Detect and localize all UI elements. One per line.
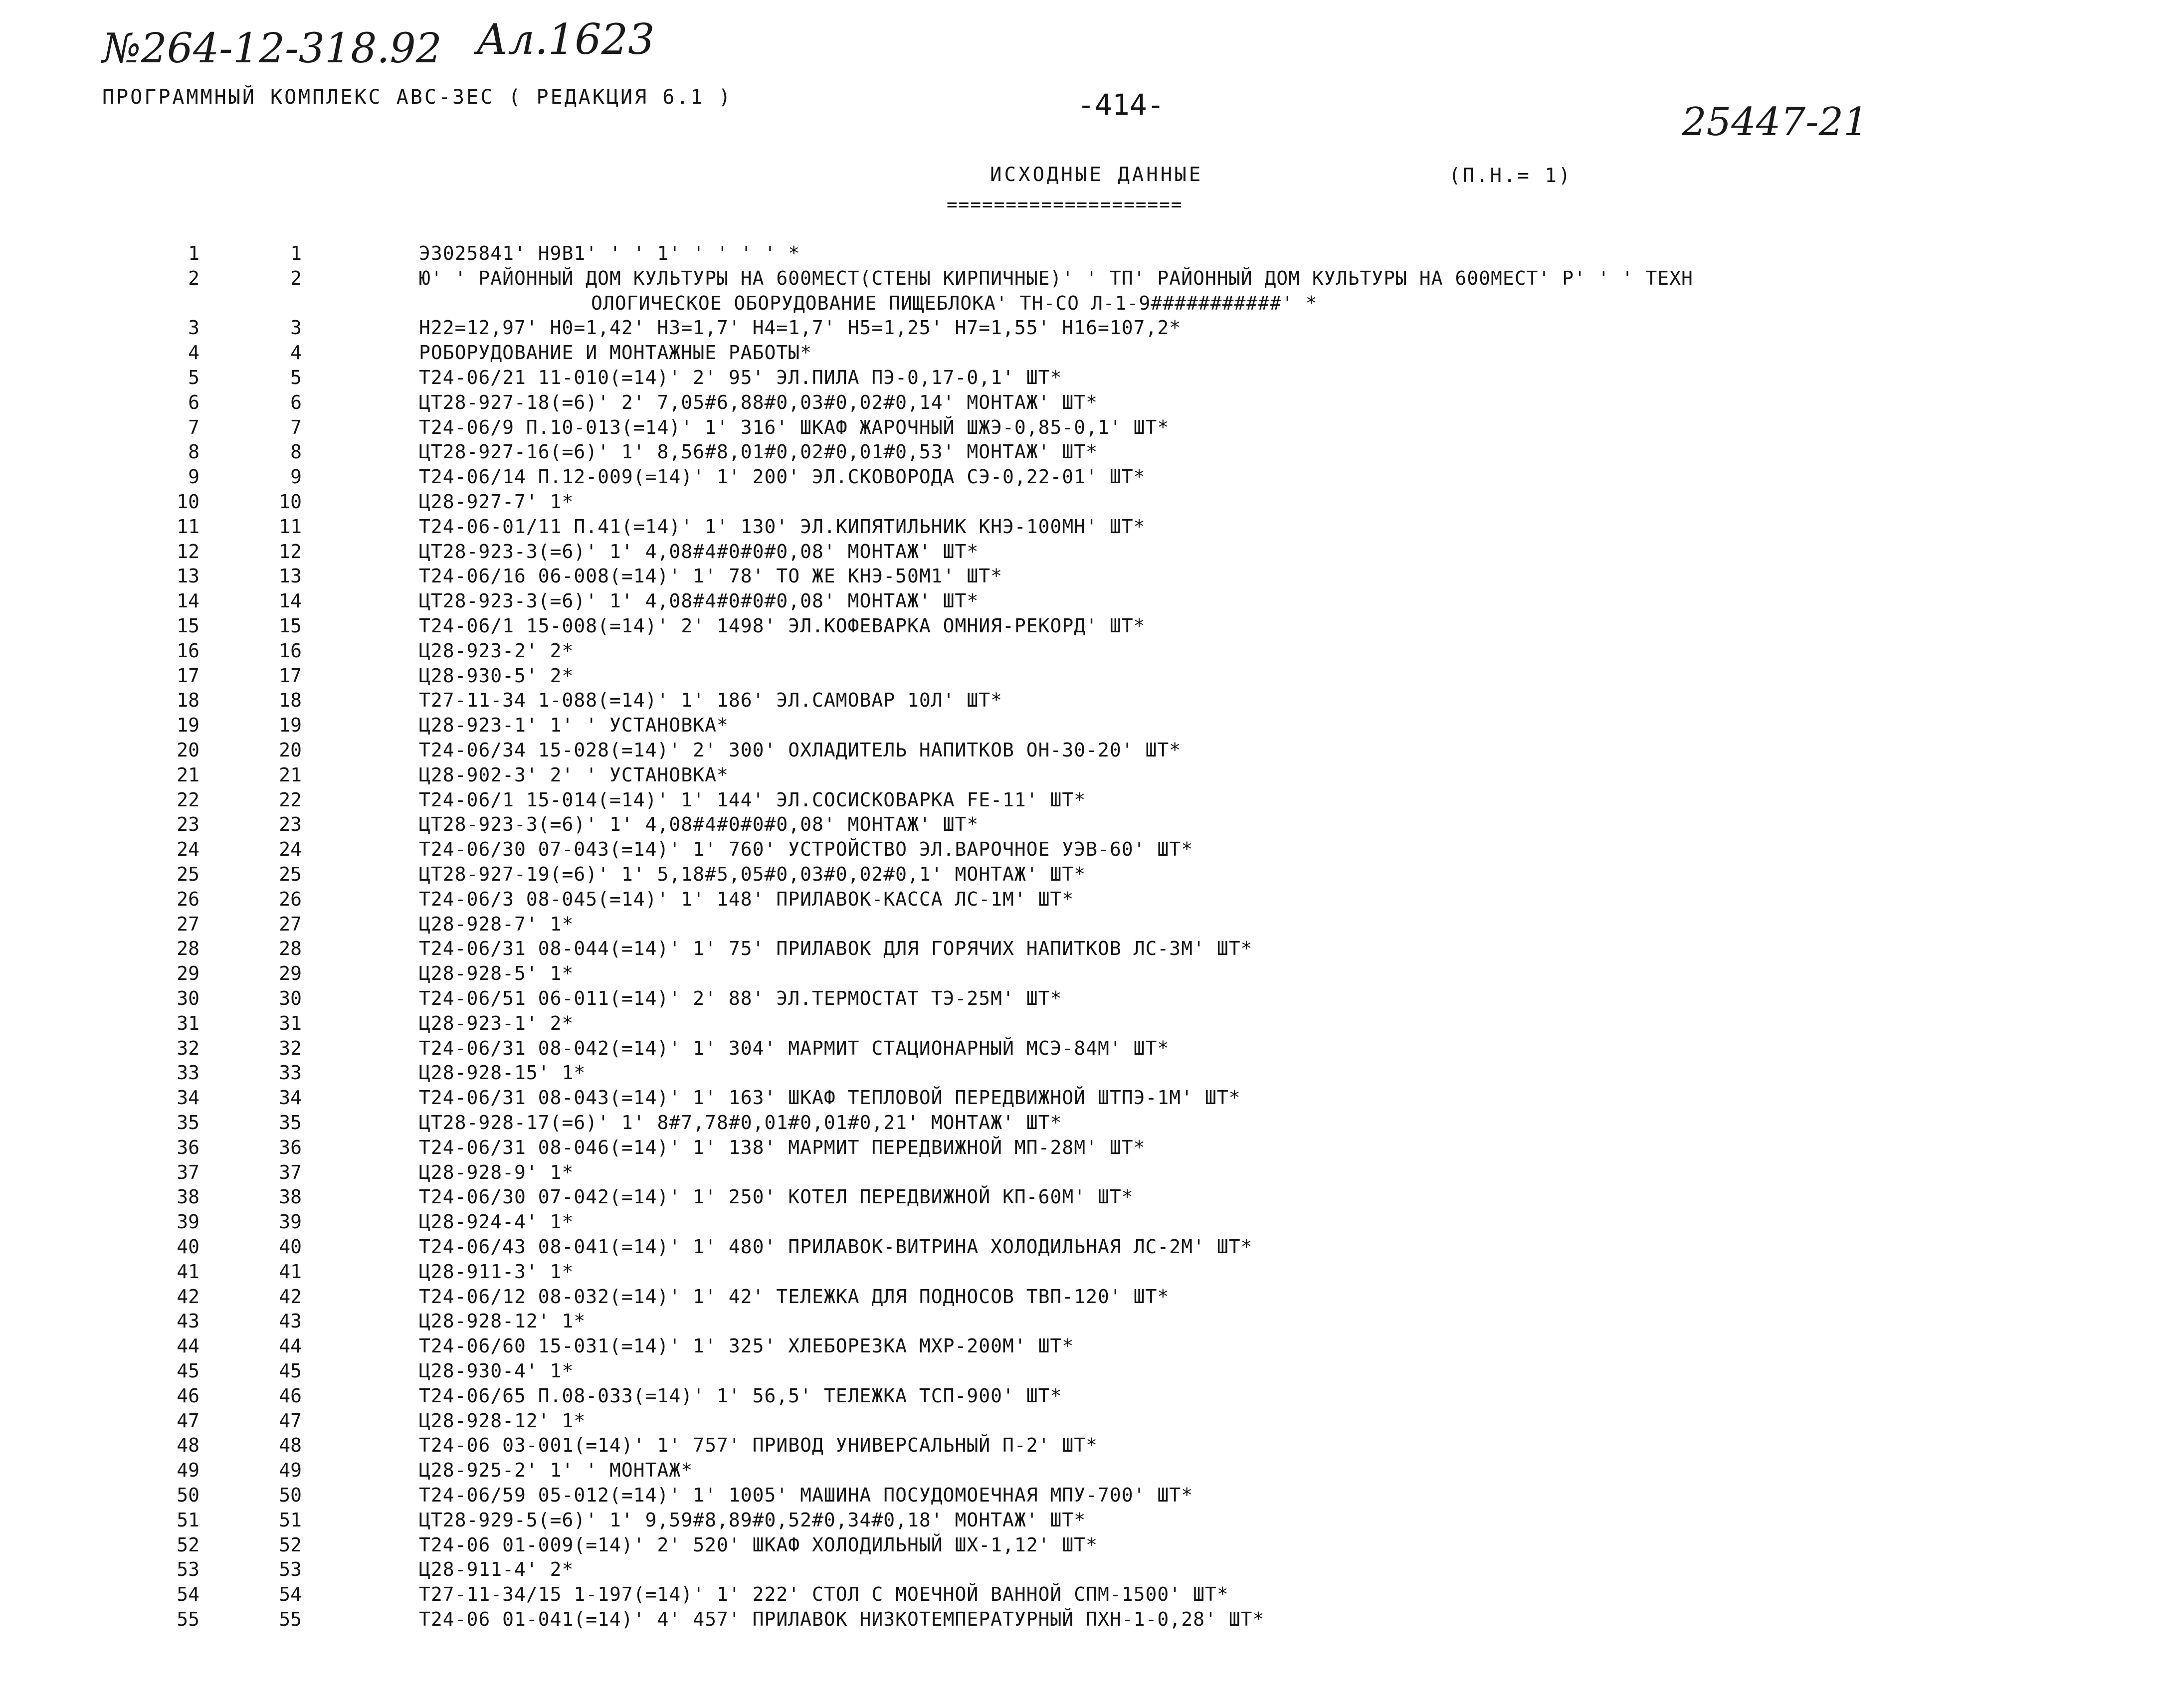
- listing-row: [0, 1112, 2179, 1137]
- record-number: 9: [290, 466, 302, 488]
- row-number: 11: [177, 516, 199, 538]
- record-number: 35: [279, 1112, 302, 1134]
- listing-row: [0, 962, 2179, 987]
- row-text: Ц28-911-3' 1*: [419, 1261, 574, 1283]
- row-text: Т24-06/1 15-008(=14)' 2' 1498' ЭЛ.КОФЕВАРКА ОМНИЯ-РЕКОРД' ШТ*: [419, 615, 1146, 637]
- row-text: ЦТ28-923-3(=6)' 1' 4,08#4#0#0#0,08' МОНТАЖ' ШТ*: [419, 541, 979, 563]
- listing-row: [0, 342, 2179, 367]
- row-text: Т24-06/21 11-010(=14)' 2' 95' ЭЛ.ПИЛА ПЭ-0,17-0,1' ШТ*: [419, 367, 1062, 388]
- listing-row: [0, 1211, 2179, 1236]
- listing-row-continuation: [0, 292, 2179, 317]
- listing-row: [0, 789, 2179, 814]
- record-number: 33: [279, 1062, 302, 1084]
- listing-row: [0, 1286, 2179, 1311]
- record-number: 44: [279, 1335, 302, 1357]
- row-number: 5: [188, 367, 199, 388]
- record-number: 54: [279, 1583, 302, 1605]
- listing-row: [0, 1459, 2179, 1484]
- record-number: 40: [279, 1236, 302, 1258]
- record-number: 32: [279, 1037, 302, 1059]
- record-number: 11: [279, 516, 302, 538]
- row-number: 21: [177, 764, 199, 786]
- section-page-tag: (П.Н.= 1): [1449, 165, 1573, 187]
- listing-row: [0, 987, 2179, 1012]
- row-number: 32: [177, 1037, 199, 1059]
- record-number: 36: [279, 1137, 302, 1158]
- row-number: 41: [177, 1261, 199, 1283]
- row-text: Т24-06/60 15-031(=14)' 1' 325' ХЛЕБОРЕЗКА МХР-200М' ШТ*: [419, 1335, 1074, 1357]
- row-number: 17: [177, 665, 199, 687]
- row-number: 12: [177, 541, 199, 563]
- row-text: РОБОРУДОВАНИЕ И МОНТАЖНЫЕ РАБОТЫ*: [419, 342, 812, 364]
- row-text: Ц28-923-1' 2*: [419, 1012, 574, 1034]
- row-text: ЦТ28-927-18(=6)' 2' 7,05#6,88#0,03#0,02#0,14' МОНТАЖ' ШТ*: [419, 391, 1098, 413]
- row-number: 22: [177, 789, 199, 811]
- listing-row: [0, 689, 2179, 714]
- listing-row: [0, 1484, 2179, 1509]
- listing-row: [0, 1186, 2179, 1211]
- record-number: 51: [279, 1509, 302, 1531]
- row-number: 6: [188, 391, 199, 413]
- record-number: 30: [279, 987, 302, 1009]
- row-text: Ц28-928-5' 1*: [419, 962, 574, 984]
- record-number: 2: [290, 267, 302, 289]
- row-text: Т24-06/12 08-032(=14)' 1' 42' ТЕЛЕЖКА ДЛЯ ПОДНОСОВ ТВП-120' ШТ*: [419, 1286, 1170, 1308]
- listing-row: [0, 441, 2179, 466]
- listing-row: [0, 1534, 2179, 1559]
- row-text: Ц28-924-4' 1*: [419, 1211, 574, 1233]
- row-number: 40: [177, 1236, 199, 1258]
- row-number: 31: [177, 1012, 199, 1034]
- row-text: Ц28-928-12' 1*: [419, 1310, 586, 1332]
- listing-row: [0, 739, 2179, 764]
- row-number: 27: [177, 913, 199, 935]
- record-number: 38: [279, 1186, 302, 1208]
- row-number: 16: [177, 640, 199, 662]
- listing-row: [0, 1161, 2179, 1186]
- listing-row: [0, 913, 2179, 938]
- row-number: 49: [177, 1459, 199, 1481]
- row-text: Т24-06/31 08-042(=14)' 1' 304' МАРМИТ СТАЦИОНАРНЫЙ МСЭ-84М' ШТ*: [419, 1037, 1170, 1059]
- row-text: Т24-06/65 П.08-033(=14)' 1' 56,5' ТЕЛЕЖКА ТСП-900' ШТ*: [419, 1385, 1062, 1407]
- row-text: Т24-06/59 05-012(=14)' 1' 1005' МАШИНА ПОСУДОМОЕЧНАЯ МПУ-700' ШТ*: [419, 1484, 1193, 1506]
- row-text: Т24-06/51 06-011(=14)' 2' 88' ЭЛ.ТЕРМОСТАТ ТЭ-25М' ШТ*: [419, 987, 1062, 1009]
- listing-row: [0, 491, 2179, 516]
- row-number: 2: [188, 267, 199, 289]
- row-text: Т27-11-34/15 1-197(=14)' 1' 222' СТОЛ С МОЕЧНОЙ ВАННОЙ СПМ-1500' ШТ*: [419, 1583, 1229, 1605]
- section-title-underline: ====================: [947, 194, 1183, 215]
- section-title: ИСХОДНЫЕ ДАННЫЕ: [990, 164, 1203, 186]
- record-number: 50: [279, 1484, 302, 1506]
- record-number: 5: [290, 367, 302, 388]
- row-number: 26: [177, 888, 199, 910]
- row-text: Ц28-928-15' 1*: [419, 1062, 586, 1084]
- row-number: 3: [188, 317, 199, 339]
- row-text: Т24-06/30 07-042(=14)' 1' 250' КОТЕЛ ПЕРЕДВИЖНОЙ КП-60М' ШТ*: [419, 1186, 1134, 1208]
- record-number: 8: [290, 441, 302, 463]
- listing-row: [0, 1087, 2179, 1112]
- handwritten-document-number: №264-12-318.92: [102, 25, 442, 72]
- record-number: 29: [279, 962, 302, 984]
- row-number: 54: [177, 1583, 199, 1605]
- record-number: 46: [279, 1385, 302, 1407]
- listing-row: [0, 367, 2179, 391]
- listing-row: [0, 590, 2179, 615]
- record-number: 1: [290, 242, 302, 264]
- row-number: 20: [177, 739, 199, 761]
- row-number: 29: [177, 962, 199, 984]
- row-number: 35: [177, 1112, 199, 1134]
- row-text: Ю' ' РАЙОННЫЙ ДОМ КУЛЬТУРЫ НА 600МЕСТ(СТЕНЫ КИРПИЧНЫЕ)' ' ТП' РАЙОННЫЙ ДОМ КУЛЬТУРЫ НА 600МЕСТ' Р' ' ' ТЕХН: [419, 267, 1693, 289]
- row-number: 28: [177, 938, 199, 959]
- row-text: Т24-06/16 06-008(=14)' 1' 78' ТО ЖЕ КНЭ-50М1' ШТ*: [419, 565, 1003, 587]
- row-number: 24: [177, 838, 199, 860]
- row-text: Ц28-928-7' 1*: [419, 913, 574, 935]
- row-number: 43: [177, 1310, 199, 1332]
- row-text: Ц28-928-12' 1*: [419, 1410, 586, 1432]
- listing-row: [0, 541, 2179, 566]
- row-number: 15: [177, 615, 199, 637]
- row-text: Ц28-930-4' 1*: [419, 1360, 574, 1382]
- record-number: 26: [279, 888, 302, 910]
- record-number: 6: [290, 391, 302, 413]
- row-number: 23: [177, 813, 199, 835]
- row-number: 42: [177, 1286, 199, 1308]
- row-number: 18: [177, 689, 199, 711]
- row-number: 39: [177, 1211, 199, 1233]
- row-text: ЦТ28-928-17(=6)' 1' 8#7,78#0,01#0,01#0,21' МОНТАЖ' ШТ*: [419, 1112, 1062, 1134]
- listing-row: [0, 1558, 2179, 1583]
- listing-row: [0, 813, 2179, 838]
- page-number: -414-: [1077, 88, 1165, 122]
- listing-row: [0, 838, 2179, 863]
- record-number: 47: [279, 1410, 302, 1432]
- row-number: 53: [177, 1558, 199, 1580]
- record-number: 42: [279, 1286, 302, 1308]
- row-text: Т27-11-34 1-088(=14)' 1' 186' ЭЛ.САМОВАР 10Л' ШТ*: [419, 689, 1003, 711]
- row-number: 48: [177, 1434, 199, 1456]
- row-text-continuation: ОЛОГИЧЕСКОЕ ОБОРУДОВАНИЕ ПИЩЕБЛОКА' ТН-СО Л-1-9###########' *: [591, 292, 1318, 314]
- listing-row: [0, 1385, 2179, 1410]
- row-text: Ц28-927-7' 1*: [419, 491, 574, 513]
- listing-row: [0, 888, 2179, 913]
- row-text: ЦТ28-923-3(=6)' 1' 4,08#4#0#0#0,08' МОНТАЖ' ШТ*: [419, 813, 979, 835]
- row-text: Т24-06/31 08-046(=14)' 1' 138' МАРМИТ ПЕРЕДВИЖНОЙ МП-28М' ШТ*: [419, 1137, 1146, 1158]
- record-number: 43: [279, 1310, 302, 1332]
- listing-row: [0, 1434, 2179, 1459]
- row-number: 9: [188, 466, 199, 488]
- row-number: 10: [177, 491, 199, 513]
- listing-row: [0, 863, 2179, 888]
- listing-row: [0, 416, 2179, 441]
- row-text: Ц28-930-5' 2*: [419, 665, 574, 687]
- listing-row: [0, 1137, 2179, 1161]
- row-text: Т24-06 03-001(=14)' 1' 757' ПРИВОД УНИВЕРСАЛЬНЫЙ П-2' ШТ*: [419, 1434, 1098, 1456]
- record-number: 18: [279, 689, 302, 711]
- row-number: 25: [177, 863, 199, 885]
- record-number: 22: [279, 789, 302, 811]
- listing-row: [0, 665, 2179, 690]
- row-number: 36: [177, 1137, 199, 1158]
- row-text: Ц28-911-4' 2*: [419, 1558, 574, 1580]
- listing-row: [0, 565, 2179, 590]
- row-number: 45: [177, 1360, 199, 1382]
- listing-row: [0, 1360, 2179, 1385]
- listing-row: [0, 1261, 2179, 1286]
- listing-row: [0, 1310, 2179, 1335]
- row-text: ЦТ28-927-16(=6)' 1' 8,56#8,01#0,02#0,01#0,53' МОНТАЖ' ШТ*: [419, 441, 1098, 463]
- row-number: 8: [188, 441, 199, 463]
- row-text: Н22=12,97' Н0=1,42' Н3=1,7' Н4=1,7' Н5=1,25' Н7=1,55' Н16=107,2*: [419, 317, 1182, 339]
- record-number: 25: [279, 863, 302, 885]
- record-number: 37: [279, 1161, 302, 1183]
- listing-row: [0, 1037, 2179, 1062]
- row-number: 7: [188, 416, 199, 438]
- record-number: 17: [279, 665, 302, 687]
- listing-row: [0, 640, 2179, 665]
- listing-row: [0, 242, 2179, 267]
- row-text: Т24-06/1 15-014(=14)' 1' 144' ЭЛ.СОСИСКОВАРКА FE-11' ШТ*: [419, 789, 1086, 811]
- row-text: Т24-06/30 07-043(=14)' 1' 760' УСТРОЙСТВО ЭЛ.ВАРОЧНОЕ УЭВ-60' ШТ*: [419, 838, 1193, 860]
- row-text: Т24-06 01-009(=14)' 2' 520' ШКАФ ХОЛОДИЛЬНЫЙ ШХ-1,12' ШТ*: [419, 1534, 1098, 1556]
- row-number: 33: [177, 1062, 199, 1084]
- row-number: 14: [177, 590, 199, 612]
- listing-row: [0, 1335, 2179, 1360]
- row-text: Т24-06-01/11 П.41(=14)' 1' 130' ЭЛ.КИПЯТИЛЬНИК КНЭ-100МН' ШТ*: [419, 516, 1146, 538]
- record-number: 13: [279, 565, 302, 587]
- listing-row: [0, 938, 2179, 962]
- row-text: Т24-06/31 08-044(=14)' 1' 75' ПРИЛАВОК ДЛЯ ГОРЯЧИХ НАПИТКОВ ЛС-3М' ШТ*: [419, 938, 1253, 959]
- listing-row: [0, 764, 2179, 789]
- record-number: 48: [279, 1434, 302, 1456]
- record-number: 27: [279, 913, 302, 935]
- record-number: 23: [279, 813, 302, 835]
- listing-row: [0, 516, 2179, 541]
- record-number: 16: [279, 640, 302, 662]
- record-number: 49: [279, 1459, 302, 1481]
- row-text: ЦТ28-923-3(=6)' 1' 4,08#4#0#0#0,08' МОНТАЖ' ШТ*: [419, 590, 979, 612]
- row-text: Ц28-925-2' 1' ' МОНТАЖ*: [419, 1459, 693, 1481]
- record-number: 15: [279, 615, 302, 637]
- handwritten-inventory-number: 25447-21: [1682, 100, 1868, 145]
- handwritten-sheet-note: Ал.1623: [476, 15, 655, 64]
- row-number: 50: [177, 1484, 199, 1506]
- row-text: Ц28-928-9' 1*: [419, 1161, 574, 1183]
- row-text: Т24-06/34 15-028(=14)' 2' 300' ОХЛАДИТЕЛЬ НАПИТКОВ ОН-30-20' ШТ*: [419, 739, 1182, 761]
- row-text: Т24-06/31 08-043(=14)' 1' 163' ШКАФ ТЕПЛОВОЙ ПЕРЕДВИЖНОЙ ШТПЭ-1М' ШТ*: [419, 1087, 1241, 1109]
- listing-row: [0, 1608, 2179, 1633]
- row-number: 1: [188, 242, 199, 264]
- row-text: Т24-06/9 П.10-013(=14)' 1' 316' ШКАФ ЖАРОЧНЫЙ ШЖЭ-0,85-0,1' ШТ*: [419, 416, 1170, 438]
- listing-row: [0, 1410, 2179, 1435]
- record-number: 28: [279, 938, 302, 959]
- row-text: Э3025841' Н9В1' ' ' 1' ' ' ' ' *: [419, 242, 800, 264]
- record-number: 52: [279, 1534, 302, 1556]
- row-number: 4: [188, 342, 199, 364]
- row-text: Т24-06/3 08-045(=14)' 1' 148' ПРИЛАВОК-КАССА ЛС-1М' ШТ*: [419, 888, 1074, 910]
- row-number: 51: [177, 1509, 199, 1531]
- row-number: 19: [177, 714, 199, 736]
- listing-row: [0, 714, 2179, 739]
- row-text: Т24-06/43 08-041(=14)' 1' 480' ПРИЛАВОК-ВИТРИНА ХОЛОДИЛЬНАЯ ЛС-2М' ШТ*: [419, 1236, 1253, 1258]
- row-number: 13: [177, 565, 199, 587]
- record-number: 53: [279, 1558, 302, 1580]
- listing-row: [0, 1062, 2179, 1087]
- record-number: 4: [290, 342, 302, 364]
- row-number: 37: [177, 1161, 199, 1183]
- record-number: 45: [279, 1360, 302, 1382]
- program-header: ПРОГРАММНЫЙ КОМПЛЕКС АВС-ЗЕС ( РЕДАКЦИЯ 6.1 ): [102, 86, 733, 109]
- row-text: ЦТ28-927-19(=6)' 1' 5,18#5,05#0,03#0,02#0,1' МОНТАЖ' ШТ*: [419, 863, 1086, 885]
- row-number: 55: [177, 1608, 199, 1630]
- record-number: 55: [279, 1608, 302, 1630]
- row-text: Ц28-923-2' 2*: [419, 640, 574, 662]
- listing-row: [0, 615, 2179, 640]
- listing-row: [0, 391, 2179, 416]
- record-number: 10: [279, 491, 302, 513]
- record-number: 12: [279, 541, 302, 563]
- listing-row: [0, 1236, 2179, 1261]
- row-number: 38: [177, 1186, 199, 1208]
- listing-row: [0, 1583, 2179, 1608]
- row-number: 52: [177, 1534, 199, 1556]
- record-number: 31: [279, 1012, 302, 1034]
- record-number: 41: [279, 1261, 302, 1283]
- row-text: Ц28-902-3' 2' ' УСТАНОВКА*: [419, 764, 729, 786]
- record-number: 34: [279, 1087, 302, 1109]
- record-number: 24: [279, 838, 302, 860]
- listing-row: [0, 466, 2179, 491]
- row-text: ЦТ28-929-5(=6)' 1' 9,59#8,89#0,52#0,34#0,18' МОНТАЖ' ШТ*: [419, 1509, 1086, 1531]
- row-text: Ц28-923-1' 1' ' УСТАНОВКА*: [419, 714, 729, 736]
- record-number: 39: [279, 1211, 302, 1233]
- record-number: 21: [279, 764, 302, 786]
- record-number: 3: [290, 317, 302, 339]
- listing-row: [0, 1509, 2179, 1534]
- record-number: 14: [279, 590, 302, 612]
- row-number: 46: [177, 1385, 199, 1407]
- row-number: 47: [177, 1410, 199, 1432]
- row-number: 44: [177, 1335, 199, 1357]
- record-number: 20: [279, 739, 302, 761]
- record-number: 19: [279, 714, 302, 736]
- row-number: 34: [177, 1087, 199, 1109]
- record-number: 7: [290, 416, 302, 438]
- listing-row: [0, 1012, 2179, 1037]
- listing-row: [0, 267, 2179, 292]
- row-number: 30: [177, 987, 199, 1009]
- listing-row: [0, 317, 2179, 342]
- row-text: Т24-06 01-041(=14)' 4' 457' ПРИЛАВОК НИЗКОТЕМПЕРАТУРНЫЙ ПХН-1-0,28' ШТ*: [419, 1608, 1265, 1630]
- row-text: Т24-06/14 П.12-009(=14)' 1' 200' ЭЛ.СКОВОРОДА СЭ-0,22-01' ШТ*: [419, 466, 1146, 488]
